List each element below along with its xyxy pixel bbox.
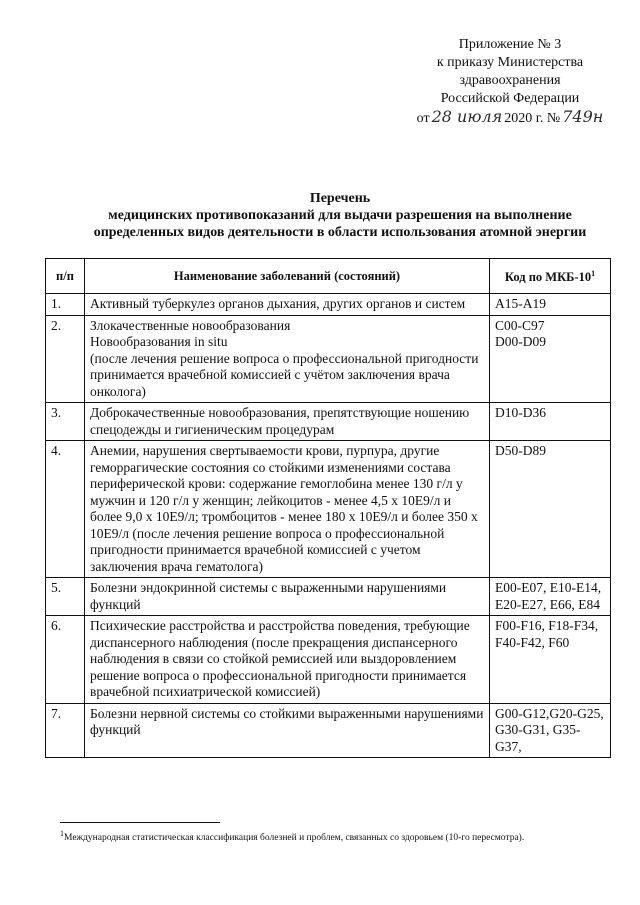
title-line-3: определенных видов деятельности в области использования атомной энергии xyxy=(93,225,587,240)
cell-num: 3. xyxy=(46,403,85,441)
title-line-2: медицинских противопоказаний для выдачи разрешения на выполнение xyxy=(108,208,572,223)
footnote xyxy=(60,828,620,844)
cell-code: D10-D36 xyxy=(490,403,611,441)
header-year-number: 2020 г. № xyxy=(504,111,561,126)
cell-code: A15-A19 xyxy=(490,294,611,316)
table-row xyxy=(46,403,611,441)
document-header xyxy=(400,36,620,128)
cell-name: Активный туберкулез органов дыхания, других органов и систем xyxy=(85,294,490,316)
header-line-appendix: Приложение № 3 xyxy=(458,37,562,52)
cell-num: 1. xyxy=(46,294,85,316)
table-row xyxy=(46,616,611,704)
cell-name: Доброкачественные новообразования, препятствующие ношению спецодежды и гигиеническим процедурам xyxy=(85,403,490,441)
header-code xyxy=(490,259,611,294)
header-code-text: Код по МКБ-10 xyxy=(504,270,592,285)
footnote-mark: 1 xyxy=(60,829,64,838)
table-row xyxy=(46,441,611,578)
cell-name: Болезни нервной системы со стойкими выраженными нарушениями функций xyxy=(85,703,490,758)
header-name: Наименование заболеваний (состояний) xyxy=(85,259,490,294)
cell-num: 6. xyxy=(46,616,85,704)
title-line-1: Перечень xyxy=(309,191,371,206)
table-row xyxy=(46,315,611,403)
cell-num: 2. xyxy=(46,315,85,403)
cell-name: Болезни эндокринной системы с выраженными нарушениями функций xyxy=(85,578,490,616)
handwritten-order-number: 749н xyxy=(562,107,604,126)
cell-code: G00-G12,G20-G25, G30-G31, G35-G37, xyxy=(490,703,611,758)
cell-name: Психические расстройства и расстройства поведения, требующие диспансерного наблюдения (после прекращения диспансерного наблюдения в связи со стойкой ремиссией или выздоровлением решение вопроса о профессиональной пригодности принимается врачебной психиатрической комиссией) xyxy=(85,616,490,704)
header-line-order: к приказу Министерства xyxy=(436,55,584,70)
footnote-text: Международная статистическая классификация болезней и проблем, связанных со здоровьем (10-го пересмотра). xyxy=(64,833,525,844)
cell-name: Анемии, нарушения свертываемости крови, пурпура, другие геморрагические состояния со стойкими изменениями состава периферической крови: содержание гемоглобина менее 130 г/л у мужчин и 120 г/л у женщин; лейкоцитов - менее 4,5 х 10Е9/л и более 9,0 х 10Е9/л; тромбоцитов - менее 180 х 10Е9/л и более 350 х 10Е9/л (после лечения решение вопроса о профессиональной пригодности принимается врачебной комиссией с учетом заключения врача гематолога) xyxy=(85,441,490,578)
table-row xyxy=(46,294,611,316)
header-code-footnote-mark: 1 xyxy=(591,269,596,279)
header-line-country: Российской Федерации xyxy=(440,91,580,106)
cell-name: Злокачественные новообразования Новообразования in situ (после лечения решение вопроса о профессиональной пригодности принимается врачебной комиссией с учётом заключения врача онколога) xyxy=(85,315,490,403)
cell-code: C00-C97 D00-D09 xyxy=(490,315,611,403)
cell-code: D50-D89 xyxy=(490,441,611,578)
cell-code: E00-E07, E10-E14, E20-E27, E66, E84 xyxy=(490,578,611,616)
document-title xyxy=(60,190,620,241)
table-row xyxy=(46,578,611,616)
contraindications-table xyxy=(45,258,611,758)
cell-num: 7. xyxy=(46,703,85,758)
handwritten-date: 28 июля xyxy=(431,107,503,126)
header-date-line xyxy=(400,108,620,128)
cell-num: 4. xyxy=(46,441,85,578)
table-header-row xyxy=(46,259,611,294)
cell-code: F00-F16, F18-F34, F40-F42, F60 xyxy=(490,616,611,704)
footnote-divider xyxy=(60,822,220,823)
table-row xyxy=(46,703,611,758)
header-line-ministry: здравоохранения xyxy=(459,73,561,88)
cell-num: 5. xyxy=(46,578,85,616)
header-from: от xyxy=(416,111,430,126)
header-num: п/п xyxy=(46,259,85,294)
